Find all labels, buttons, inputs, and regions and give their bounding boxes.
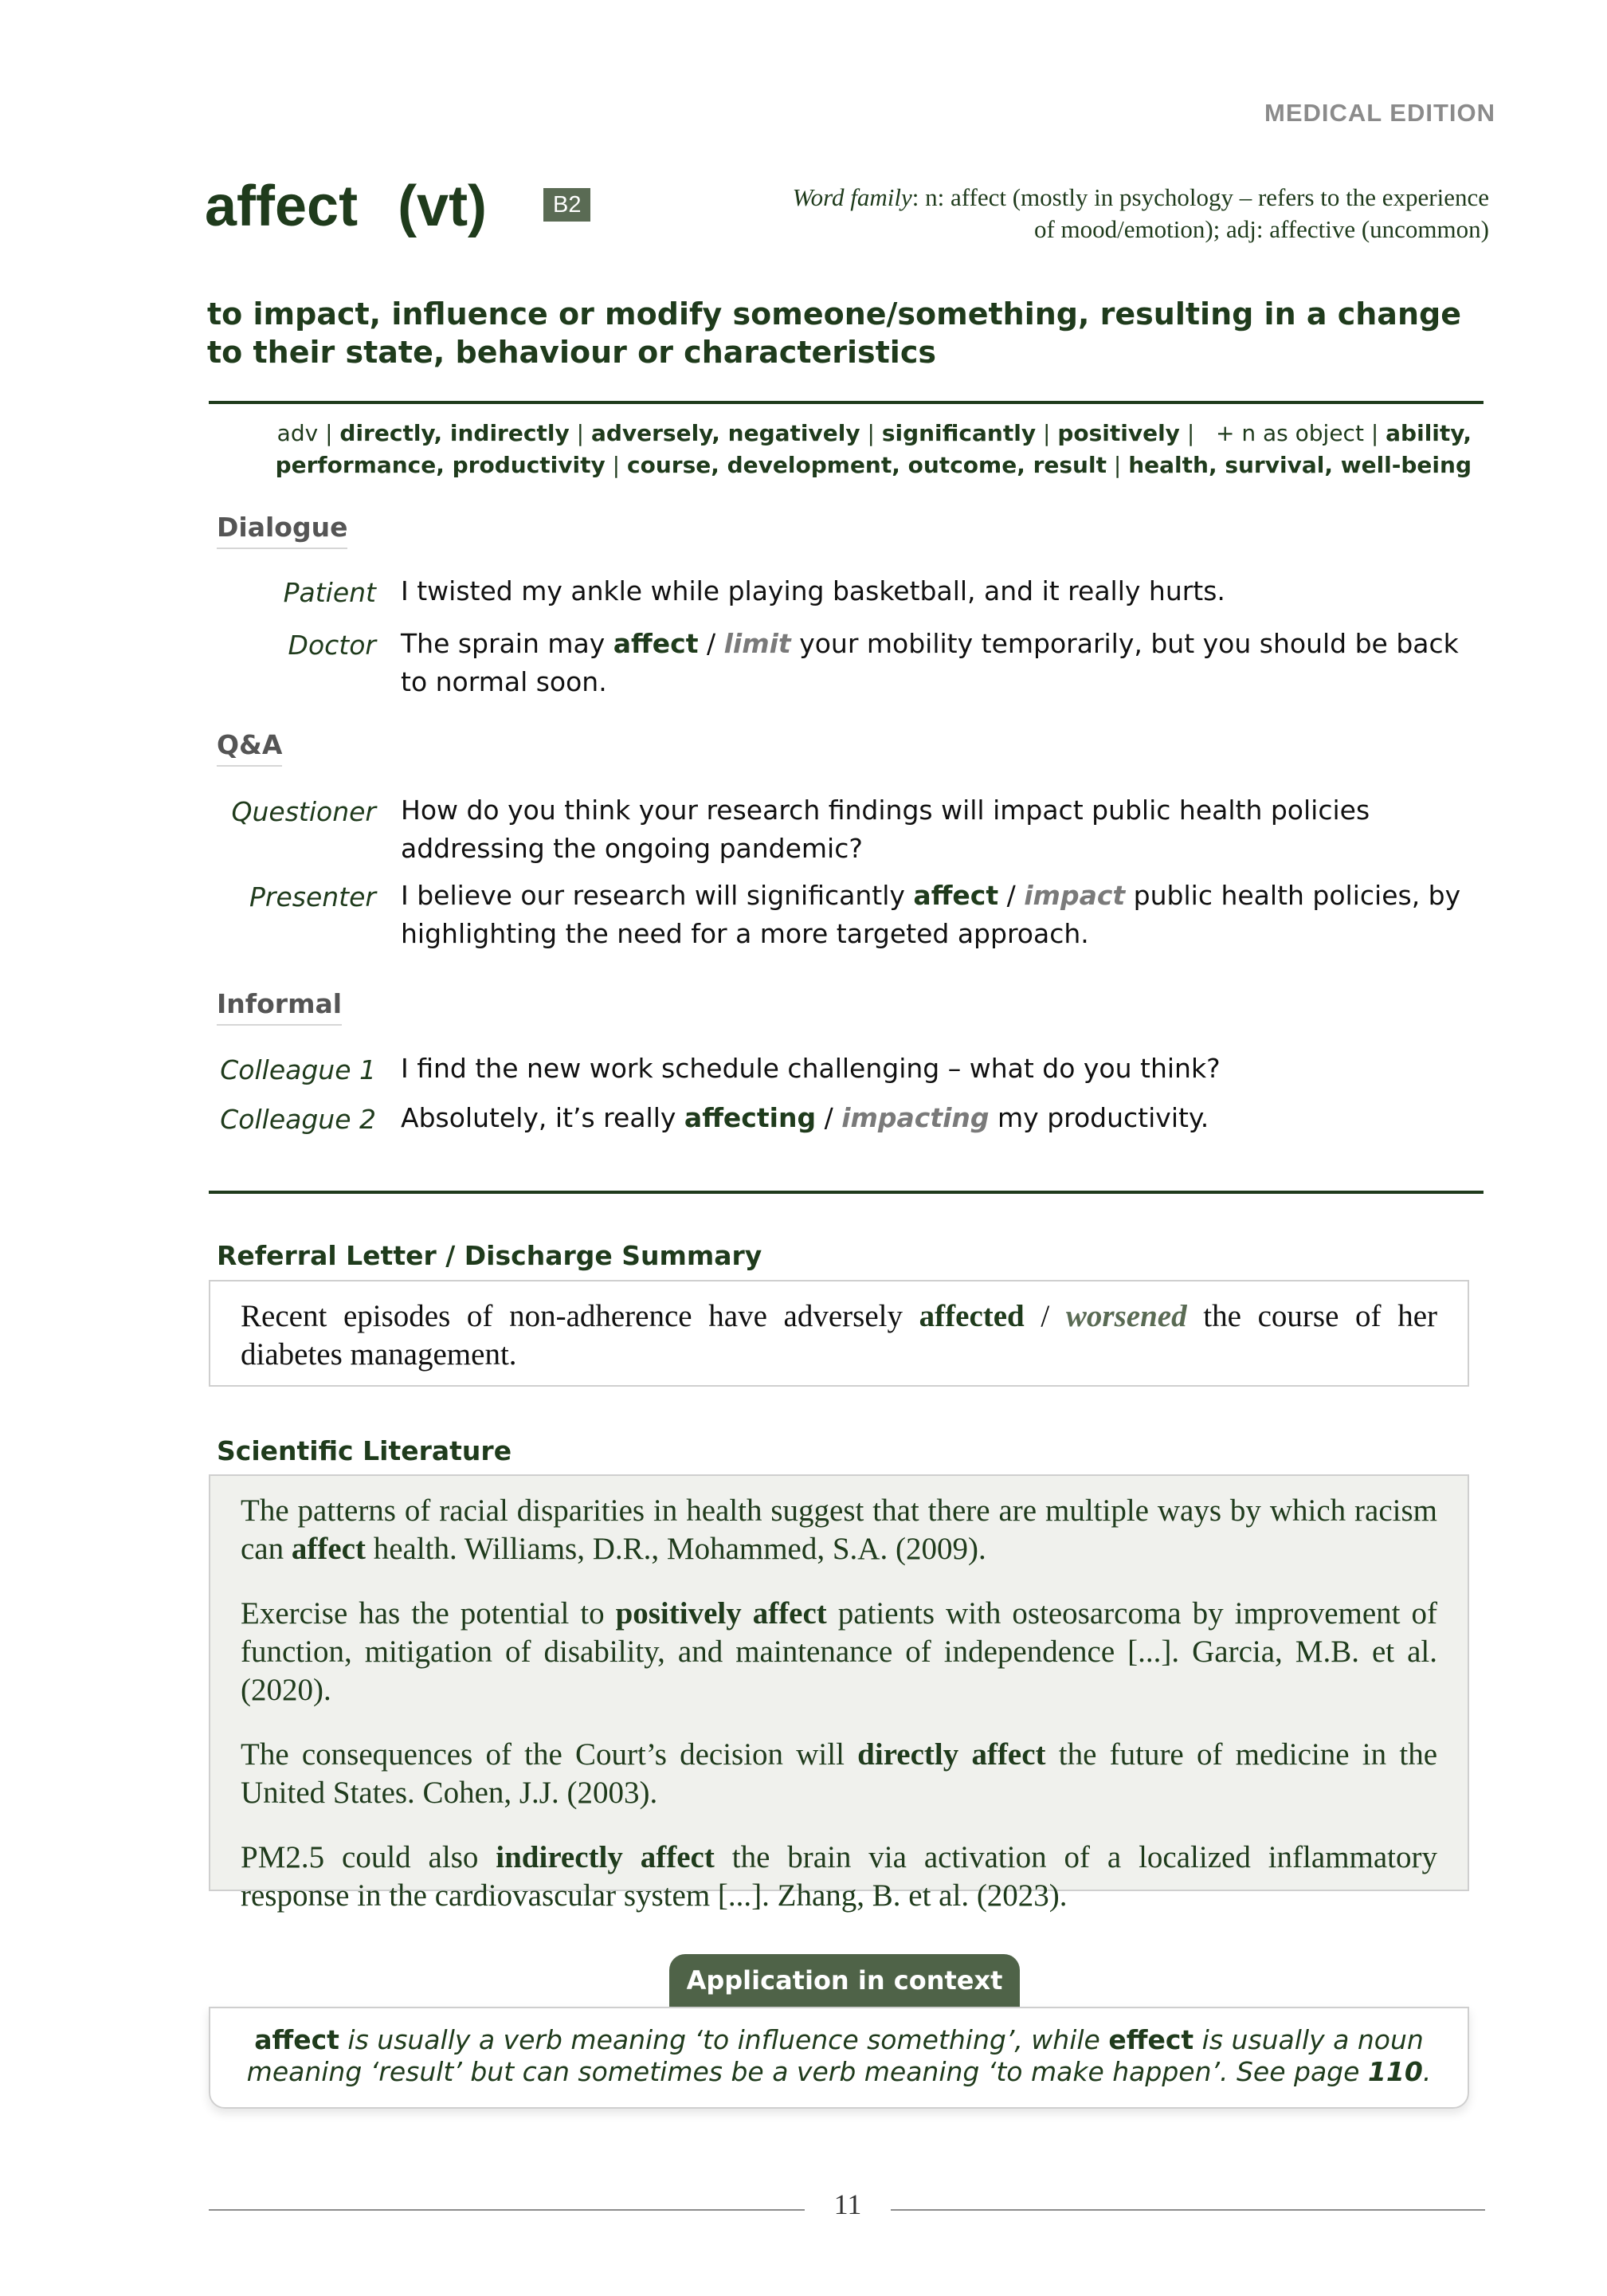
speaker-label: Doctor (288, 630, 376, 661)
keyword: effect (1108, 2024, 1194, 2055)
separator: / (1024, 1299, 1066, 1333)
collocation-item: health, survival, well-being (1128, 452, 1472, 478)
dialogue-line (401, 877, 1484, 953)
section-label-informal: Informal (217, 988, 342, 1026)
collocation-item: adversely, negatively (590, 420, 860, 446)
text-run: health. Williams, D.R., Mohammed, S.A. (2009). (365, 1532, 986, 1566)
separator: / (816, 1102, 842, 1133)
part-of-speech: (vt) (398, 175, 488, 238)
alternative-word: impacting (841, 1102, 990, 1133)
separator: / (698, 628, 724, 659)
literature-quote (241, 1736, 1437, 1812)
application-tab: Application in context (669, 1954, 1020, 2007)
keyword: positively affect (615, 1596, 827, 1631)
dialogue-line: How do you think your research findings will impact public health policies addressing the ongoing pandemic? (401, 795, 1370, 864)
level-badge: B2 (543, 188, 590, 222)
alternative-word: worsened (1065, 1299, 1187, 1333)
section-label-qa: Q&A (217, 729, 282, 767)
alternative-word: limit (723, 628, 791, 659)
collocation-object-label: + n as object (1215, 420, 1364, 446)
referral-example-box (209, 1280, 1469, 1387)
text-run: I believe our research will significantly (401, 880, 914, 911)
page-number: 11 (833, 2188, 862, 2220)
literature-quote (241, 1839, 1437, 1915)
keyword: affect (613, 628, 699, 659)
divider (209, 401, 1484, 404)
text-run: PM2.5 could also (241, 1840, 496, 1874)
separator: / (998, 880, 1025, 911)
text-run: your mobility temporarily, but you should be back to normal soon. (401, 628, 1459, 697)
text-run: the brain via activation of a localized inflammatory response in the cardiovascular system [...]. Zhang, B. et al. (2023). (241, 1840, 1437, 1913)
footer-rule-right (891, 2209, 1485, 2211)
text-run: the course of her diabetes management. (241, 1299, 1437, 1372)
word-family (772, 182, 1489, 245)
dialogue-line: I find the new work schedule challenging – what do you think? (401, 1053, 1221, 1084)
referral-label: Referral Letter / Discharge Summary (217, 1240, 762, 1271)
keyword: affected (919, 1299, 1025, 1333)
keyword: affect (913, 880, 999, 911)
application-box (209, 2007, 1469, 2109)
text-run: Exercise has the potential to (241, 1596, 616, 1631)
text-run: The consequences of the Court’s decision will (241, 1737, 858, 1772)
speaker-label: Patient (283, 577, 376, 608)
speaker-label: Presenter (249, 881, 376, 913)
alternative-word: impact (1024, 880, 1126, 911)
literature-example-box (209, 1474, 1469, 1913)
keyword: affect (254, 2024, 339, 2055)
literature-quote (241, 1595, 1437, 1709)
keyword: directly affect (857, 1737, 1046, 1772)
text-run: the future of medicine in the United States. Cohen, J.J. (2003). (241, 1737, 1438, 1810)
keyword: affect (291, 1532, 366, 1566)
collocation-item: directly, indirectly (339, 420, 570, 446)
keyword: indirectly affect (496, 1840, 715, 1874)
speaker-label: Colleague 2 (220, 1104, 376, 1135)
text-run: patients with osteosarcoma by improvement of function, mitigation of disability, and maintenance of independence [...]. Garcia, M.B. et al. (2020). (241, 1596, 1437, 1707)
footer-rule-left (209, 2209, 805, 2211)
text-run: my productivity. (989, 1102, 1209, 1133)
collocation-item: course, development, outcome, result (627, 452, 1107, 478)
collocation-item: ability, performance, productivity (275, 420, 1472, 478)
edition-label: MEDICAL EDITION (1264, 99, 1495, 127)
text-run: is usually a verb meaning ‘to influence something’, while (339, 2024, 1109, 2055)
definition: to impact, influence or modify someone/something, resulting in a change to their state, behaviour or characteristics (207, 296, 1461, 370)
divider (209, 1191, 1484, 1194)
text-run: The sprain may (401, 628, 613, 659)
word-family-line2: of mood/emotion); adj: affective (uncommon) (1033, 215, 1489, 243)
word-family-line1: : n: affect (mostly in psychology – refers to the experience (911, 183, 1489, 211)
speaker-label: Colleague 1 (220, 1054, 376, 1085)
dialogue-line: I twisted my ankle while playing basketball, and it really hurts. (401, 575, 1225, 606)
text-run: public health policies, by highlighting the need for a more targeted approach. (401, 880, 1461, 949)
word-family-label: Word family (792, 183, 912, 211)
text-run: . (1422, 2056, 1432, 2087)
section-label-dialogue: Dialogue (217, 512, 347, 549)
collocation-adv-label: adv (276, 420, 319, 446)
collocations: adv | directly, indirectly | adversely, negatively | significantly | positively | + n as object | ability, performance, productivity | course, development, outcome, result | health, survival, well-being (275, 420, 1472, 478)
page-reference: 110 (1367, 2056, 1423, 2087)
literature-quote (241, 1492, 1437, 1568)
speaker-label: Questioner (231, 796, 376, 827)
text-run: Recent episodes of non-adherence have adversely (241, 1299, 919, 1333)
text-run: The patterns of racial disparities in health suggest that there are multiple ways by which racism can (241, 1493, 1437, 1566)
text-run: Absolutely, it’s really (401, 1102, 684, 1133)
text-run: is usually a noun meaning ‘result’ but can sometimes be a verb meaning ‘to make happen’. See page (246, 2024, 1424, 2087)
headword-text: affect (205, 175, 359, 238)
dialogue-line (401, 625, 1484, 701)
headword (205, 174, 487, 239)
collocation-item: positively (1057, 420, 1180, 446)
keyword: affecting (684, 1102, 817, 1133)
literature-label: Scientific Literature (217, 1435, 512, 1466)
dialogue-line (401, 1099, 1484, 1137)
collocation-item: significantly (881, 420, 1037, 446)
